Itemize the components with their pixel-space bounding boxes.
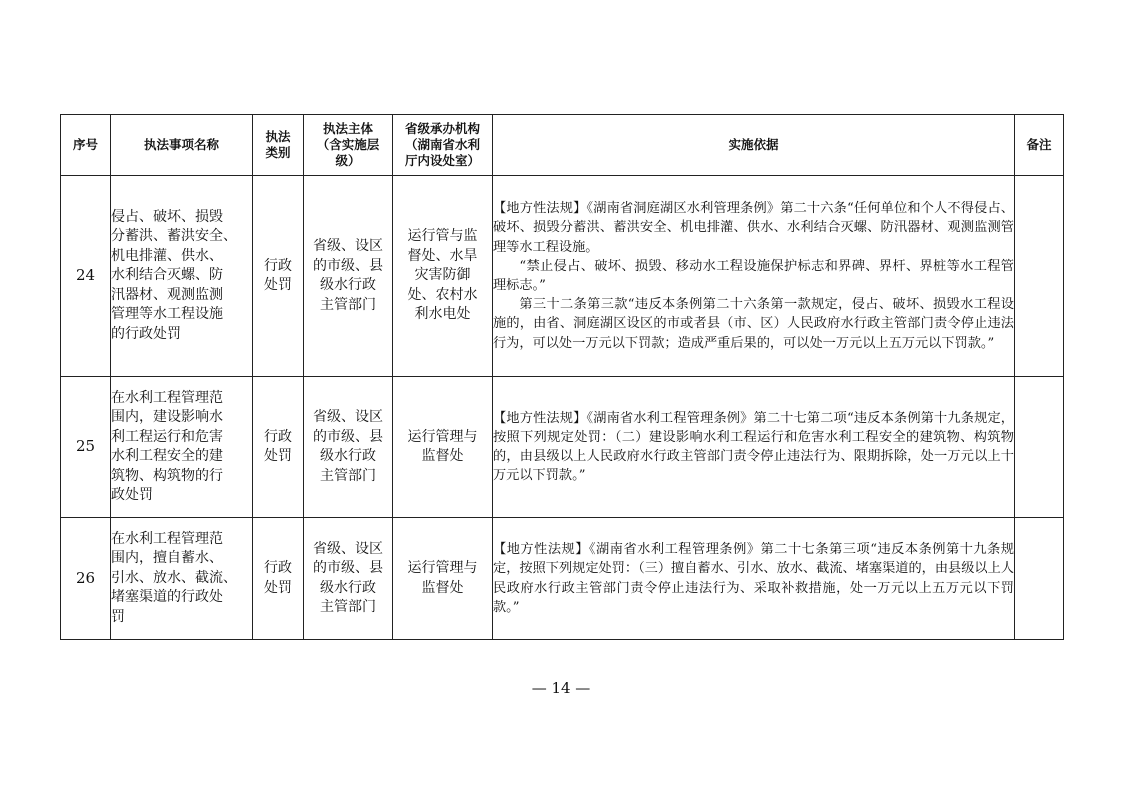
cell-line: 行政 xyxy=(264,560,292,576)
agency-cell xyxy=(393,176,493,377)
cell-line: 的市级、县 xyxy=(313,560,383,576)
cell-line: 在水利工程管理范 xyxy=(111,389,223,406)
row-number: 25 xyxy=(61,377,111,518)
cell-line: 灾害防御 xyxy=(414,267,471,284)
cell-line: 引水、放水、截流、 xyxy=(111,569,237,586)
agency-cell xyxy=(393,377,493,518)
header-basis xyxy=(493,115,1015,176)
cell-line: 堵塞渠道的行政处 xyxy=(111,589,223,606)
basis-paragraph: 第三十二条第三款“违反本条例第二十六条第一款规定，侵占、破坏、损毁水工程设施的，由省、洞庭湖区设区的市或者县（市、区）人民政府水行政主管部门责令停止违法行为，可以处一万元以下罚款；造成严重后果的，可以处一万元以上五万元以下罚款。” xyxy=(493,297,1014,351)
cell-line: 围内，擅自蓄水、 xyxy=(111,550,223,567)
category-cell xyxy=(253,377,304,518)
cell-line: 主管部门 xyxy=(320,467,376,484)
category-cell xyxy=(253,518,304,640)
cell-line: 政处罚 xyxy=(111,487,153,503)
row-number: 26 xyxy=(61,518,111,640)
cell-line: 主管部门 xyxy=(320,296,376,313)
cell-line: 主管部门 xyxy=(320,599,376,615)
cell-line: 运行管理与 xyxy=(407,560,478,576)
basis-cell xyxy=(493,518,1015,640)
cell-line: 级水行政 xyxy=(320,277,376,293)
cell-line: 处、农村水 xyxy=(407,286,478,303)
cell-line: 分蓄洪、蓄洪安全、 xyxy=(111,228,237,245)
cell-line: 利工程运行和危害 xyxy=(111,428,223,445)
header-name xyxy=(111,115,253,176)
cell-line: 级） xyxy=(335,153,361,168)
cell-line: 类别 xyxy=(265,145,291,160)
header-category xyxy=(253,115,304,176)
subject-cell xyxy=(304,176,393,377)
cell-line: 的行政处罚 xyxy=(111,325,181,342)
cell-line: 处罚 xyxy=(264,277,292,293)
enforcement-table xyxy=(60,114,1064,640)
basis-cell xyxy=(493,176,1015,377)
cell-line: 在水利工程管理范 xyxy=(111,530,223,547)
header-seq xyxy=(61,115,111,176)
cell-line: 罚 xyxy=(111,608,125,625)
header-remark xyxy=(1015,115,1064,176)
cell-line: 行政 xyxy=(264,257,292,274)
cell-line: （湖南省水利 xyxy=(404,137,480,152)
cell-line: 备注 xyxy=(1026,137,1052,152)
cell-line: 围内，建设影响水 xyxy=(111,409,223,425)
subject-cell xyxy=(304,518,393,640)
cell-line: 省级、设区 xyxy=(313,238,383,254)
cell-line: 行政 xyxy=(264,428,292,445)
header-subject xyxy=(304,115,393,176)
subject-cell xyxy=(304,377,393,518)
header-agency xyxy=(393,115,493,176)
table-row xyxy=(61,377,1064,518)
agency-cell xyxy=(393,518,493,640)
cell-line: 处罚 xyxy=(264,448,292,464)
cell-line: 筑物、构筑物的行 xyxy=(111,467,223,484)
cell-line: 序号 xyxy=(72,137,98,152)
basis-paragraph: 【地方性法规】《湖南省水利工程管理条例》第二十七条第三项“违反本条例第十九条规定，按照下列规定处罚：（三）擅自蓄水、引水、放水、截流、堵塞渠道的，由县级以上人民政府水行政主管部门责令停止违法行为、采取补救措施，处一万元以上五万元以下罚款。” xyxy=(493,542,1014,615)
cell-line: 督处、水旱 xyxy=(407,247,478,264)
category-cell xyxy=(253,176,304,377)
cell-line: 监督处 xyxy=(421,579,464,596)
cell-line: 厅内设处室） xyxy=(404,153,480,168)
cell-line: 省级、设区 xyxy=(313,409,383,425)
cell-line: 水利工程安全的建 xyxy=(111,448,223,464)
cell-line: 实施依据 xyxy=(728,137,779,152)
cell-line: 机电排灌、供水、 xyxy=(111,247,223,264)
cell-line: 省级承办机构 xyxy=(404,121,480,136)
item-name xyxy=(111,518,253,640)
cell-line: 级水行政 xyxy=(320,579,376,596)
cell-line: 级水行政 xyxy=(320,448,376,464)
remark-cell xyxy=(1015,176,1064,377)
cell-line: 运行管与监 xyxy=(407,228,478,245)
table-row xyxy=(61,518,1064,640)
basis-cell xyxy=(493,377,1015,518)
cell-line: 处罚 xyxy=(264,579,292,596)
basis-paragraph: 【地方性法规】《湖南省洞庭湖区水利管理条例》第二十六条“任何单位和个人不得侵占、破坏、损毁分蓄洪、蓄洪安全、机电排灌、供水、水利结合灭螺、防汛器材、观测监测管理等水工程设施。 xyxy=(493,201,1014,255)
row-number: 24 xyxy=(61,176,111,377)
basis-paragraph: 【地方性法规】《湖南省水利工程管理条例》第二十七第二项“违反本条例第十九条规定，按照下列规定处罚：（二）建设影响水利工程运行和危害水利工程安全的建筑物、构筑物的，由县级以上人民政府水行政主管部门责令停止违法行为、限期拆除，处一万元以上十万元以下罚款。” xyxy=(493,410,1014,484)
cell-line: 汛器材、观测监测 xyxy=(111,286,223,303)
cell-line: 省级、设区 xyxy=(313,540,383,557)
header-row xyxy=(61,115,1064,176)
cell-line: 管理等水工程设施 xyxy=(111,306,223,323)
item-name xyxy=(111,176,253,377)
item-name xyxy=(111,377,253,518)
cell-line: 的市级、县 xyxy=(313,428,383,445)
cell-line: （含实施层 xyxy=(316,137,380,152)
cell-line: 利水电处 xyxy=(414,306,471,323)
cell-line: 运行管理与 xyxy=(407,428,478,445)
cell-line: 执法 xyxy=(265,129,291,144)
page-number: — 14 — xyxy=(531,679,591,697)
cell-line: 执法事项名称 xyxy=(143,137,219,152)
table-row xyxy=(61,176,1064,377)
remark-cell xyxy=(1015,518,1064,640)
cell-line: 的市级、县 xyxy=(313,257,383,274)
cell-line: 侵占、破坏、损毁 xyxy=(111,208,223,225)
cell-line: 水利结合灭螺、防 xyxy=(111,267,223,284)
cell-line: 执法主体 xyxy=(322,121,373,136)
remark-cell xyxy=(1015,377,1064,518)
basis-paragraph: “禁止侵占、破坏、损毁、移动水工程设施保护标志和界碑、界杆、界桩等水工程管理标志。” xyxy=(493,258,1014,293)
cell-line: 监督处 xyxy=(421,448,464,464)
